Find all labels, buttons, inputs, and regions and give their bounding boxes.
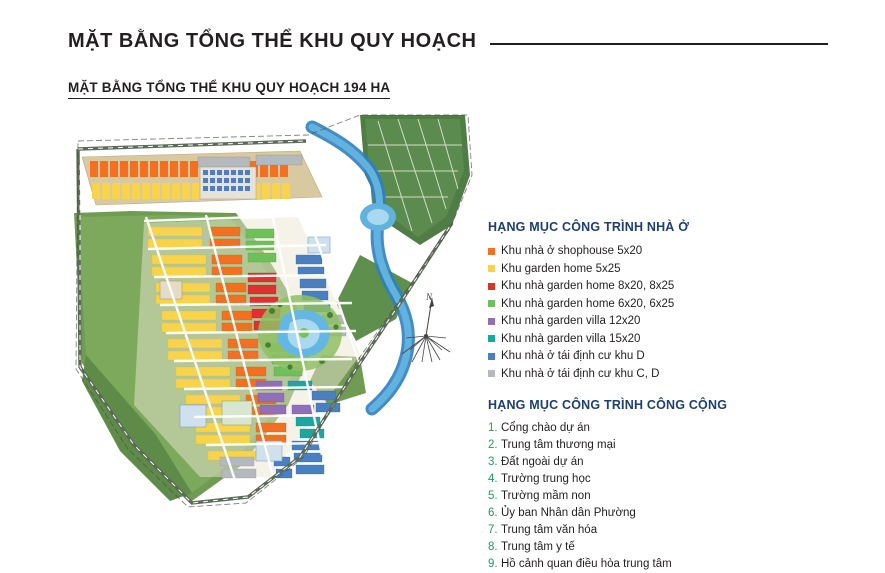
legend-public-heading: HẠNG MỤC CÔNG TRÌNH CÔNG CỘNG <box>488 398 728 412</box>
legend-number-public-8: 9. <box>488 558 498 570</box>
legend-item-public-6 <box>488 522 858 539</box>
compass-rose <box>392 292 462 372</box>
legend-label-housing-4: Khu nhà garden villa 12x20 <box>501 315 641 327</box>
legend-number-public-2: 3. <box>488 456 498 468</box>
legend-item-housing-3 <box>488 296 858 313</box>
map-shophouse-zone <box>82 151 322 205</box>
legend-label-housing-5: Khu nhà garden villa 15x20 <box>501 332 641 345</box>
legend-number-public-6: 7. <box>488 524 498 536</box>
legend-label-housing-1: Khu garden home 5x25 <box>501 262 621 275</box>
legend-swatch-garden-home-8x20 <box>488 283 495 290</box>
legend-item-public-4 <box>488 488 858 505</box>
legend-item-housing-1 <box>488 261 858 278</box>
legend-item-public-1 <box>488 437 858 454</box>
legend-number-public-3: 4. <box>488 473 498 485</box>
legend-label-public-8: Hồ cảnh quan điều hòa trung tâm <box>501 558 672 570</box>
legend-item-housing-2 <box>488 278 858 295</box>
legend-label-public-1: Trung tâm thương mại <box>501 439 616 451</box>
legend-item-public-5 <box>488 505 858 522</box>
compass-north-label: N <box>426 292 433 302</box>
page-title: MẶT BẰNG TỔNG THỂ KHU QUY HOẠCH <box>68 30 477 52</box>
legend-label-public-3: Trường trung học <box>501 473 591 485</box>
legend-item-public-0 <box>488 420 858 437</box>
legend-number-public-1: 2. <box>488 439 498 451</box>
legend-item-housing-7 <box>488 366 858 383</box>
legend-label-public-7: Trung tâm y tế <box>501 541 575 553</box>
legend-label-public-4: Trường mầm non <box>501 490 591 502</box>
legend-label-housing-3: Khu nhà garden home 6x20, 6x25 <box>501 297 675 310</box>
legend-swatch-garden-home-5x25 <box>488 265 495 272</box>
plan-subtitle: MẶT BẰNG TỔNG THỂ KHU QUY HOẠCH 194 HA <box>68 80 390 99</box>
header-rule <box>490 43 828 45</box>
legend-item-public-7 <box>488 539 858 556</box>
legend-number-public-7: 8. <box>488 541 498 553</box>
legend-panel <box>488 220 858 573</box>
legend-label-housing-0: Khu nhà ở shophouse 5x20 <box>501 245 643 257</box>
legend-number-public-5: 6. <box>488 507 498 519</box>
page-header <box>68 30 828 53</box>
legend-label-public-6: Trung tâm văn hóa <box>501 524 598 536</box>
legend-label-housing-6: Khu nhà ở tái định cư khu D <box>501 350 645 362</box>
legend-item-housing-4 <box>488 313 858 330</box>
legend-item-public-2 <box>488 454 858 471</box>
legend-label-public-0: Cổng chào dự án <box>501 422 590 434</box>
legend-swatch-garden-villa-15x20 <box>488 335 495 342</box>
legend-label-public-2: Đất ngoài dự án <box>501 456 584 468</box>
compass-graphic <box>392 292 462 372</box>
legend-swatch-garden-villa-12x20 <box>488 318 495 325</box>
legend-number-public-4: 5. <box>488 490 498 502</box>
legend-item-public-3 <box>488 471 858 488</box>
legend-number-public-0: 1. <box>488 422 498 434</box>
legend-item-public-8 <box>488 556 858 573</box>
legend-swatch-garden-home-6x20 <box>488 300 495 307</box>
legend-label-housing-7: Khu nhà ở tái định cư khu C, D <box>501 367 660 380</box>
legend-item-housing-6 <box>488 348 858 365</box>
legend-item-housing-0 <box>488 243 858 260</box>
legend-housing-heading: HẠNG MỤC CÔNG TRÌNH NHÀ Ở <box>488 220 690 234</box>
legend-swatch-resettlement-cd <box>488 370 495 377</box>
legend-item-housing-5 <box>488 331 858 348</box>
legend-swatch-resettlement-d <box>488 353 495 360</box>
legend-swatch-shophouse-5x20 <box>488 248 495 255</box>
legend-label-public-5: Ủy ban Nhân dân Phường <box>501 507 636 519</box>
legend-label-housing-2: Khu nhà garden home 8x20, 8x25 <box>501 280 675 292</box>
